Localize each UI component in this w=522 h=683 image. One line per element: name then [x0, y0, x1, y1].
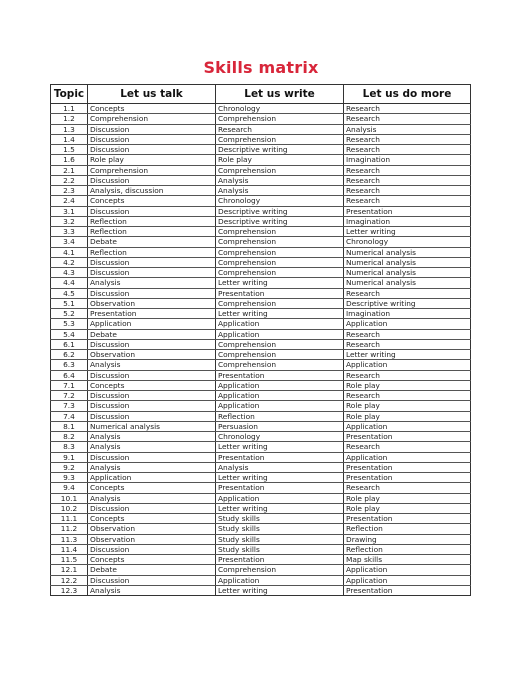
talk-cell: Reflection: [88, 216, 216, 226]
write-cell: Descriptive writing: [216, 206, 344, 216]
topic-cell: 3.4: [51, 237, 88, 247]
do-more-cell: Research: [344, 442, 471, 452]
talk-cell: Application: [88, 319, 216, 329]
write-cell: Comprehension: [216, 565, 344, 575]
write-cell: Letter writing: [216, 585, 344, 595]
table-row: [51, 145, 471, 155]
write-cell: Comprehension: [216, 339, 344, 349]
do-more-cell: Research: [344, 186, 471, 196]
talk-cell: Reflection: [88, 227, 216, 237]
topic-cell: 1.3: [51, 124, 88, 134]
talk-cell: Concepts: [88, 483, 216, 493]
do-more-cell: Imagination: [344, 216, 471, 226]
do-more-cell: Numerical analysis: [344, 278, 471, 288]
write-cell: Descriptive writing: [216, 145, 344, 155]
talk-cell: Role play: [88, 155, 216, 165]
write-cell: Letter writing: [216, 503, 344, 513]
write-cell: Comprehension: [216, 247, 344, 257]
write-cell: Comprehension: [216, 350, 344, 360]
table-row: [51, 575, 471, 585]
talk-cell: Discussion: [88, 134, 216, 144]
table-row: [51, 247, 471, 257]
table-row: [51, 186, 471, 196]
table-row: [51, 175, 471, 185]
table-row: [51, 503, 471, 513]
do-more-cell: Application: [344, 565, 471, 575]
topic-cell: 1.5: [51, 145, 88, 155]
table-row: [51, 401, 471, 411]
table-row: [51, 360, 471, 370]
topic-cell: 8.2: [51, 432, 88, 442]
topic-cell: 1.1: [51, 104, 88, 114]
write-cell: Chronology: [216, 432, 344, 442]
table-row: [51, 462, 471, 472]
topic-cell: 7.2: [51, 391, 88, 401]
table-row: [51, 309, 471, 319]
talk-cell: Comprehension: [88, 114, 216, 124]
table-header-row: [51, 85, 471, 104]
topic-cell: 9.1: [51, 452, 88, 462]
table-row: [51, 288, 471, 298]
write-cell: Research: [216, 124, 344, 134]
page-title: Skills matrix: [203, 58, 319, 77]
topic-cell: 11.5: [51, 555, 88, 565]
table-row: [51, 114, 471, 124]
write-cell: Analysis: [216, 175, 344, 185]
topic-cell: 1.2: [51, 114, 88, 124]
do-more-cell: Application: [344, 452, 471, 462]
do-more-cell: Research: [344, 196, 471, 206]
do-more-cell: Letter writing: [344, 350, 471, 360]
write-cell: Comprehension: [216, 134, 344, 144]
table-row: [51, 298, 471, 308]
write-cell: Analysis: [216, 462, 344, 472]
talk-cell: Presentation: [88, 309, 216, 319]
table-row: [51, 350, 471, 360]
topic-cell: 5.3: [51, 319, 88, 329]
do-more-cell: Research: [344, 370, 471, 380]
talk-cell: Discussion: [88, 206, 216, 216]
write-cell: Letter writing: [216, 278, 344, 288]
do-more-cell: Presentation: [344, 206, 471, 216]
talk-cell: Analysis: [88, 442, 216, 452]
topic-cell: 11.1: [51, 514, 88, 524]
write-cell: Letter writing: [216, 442, 344, 452]
table-row: [51, 124, 471, 134]
talk-cell: Observation: [88, 524, 216, 534]
do-more-cell: Descriptive writing: [344, 298, 471, 308]
topic-cell: 9.2: [51, 462, 88, 472]
topic-cell: 4.3: [51, 268, 88, 278]
talk-cell: Concepts: [88, 104, 216, 114]
topic-cell: 3.3: [51, 227, 88, 237]
table-row: [51, 391, 471, 401]
talk-cell: Discussion: [88, 544, 216, 554]
write-cell: Comprehension: [216, 237, 344, 247]
topic-cell: 12.2: [51, 575, 88, 585]
write-cell: Application: [216, 575, 344, 585]
do-more-cell: Application: [344, 319, 471, 329]
table-row: [51, 329, 471, 339]
write-cell: Comprehension: [216, 227, 344, 237]
topic-cell: 7.3: [51, 401, 88, 411]
topic-cell: 11.4: [51, 544, 88, 554]
do-more-cell: Numerical analysis: [344, 257, 471, 267]
topic-cell: 7.1: [51, 380, 88, 390]
table-row: [51, 227, 471, 237]
talk-cell: Comprehension: [88, 165, 216, 175]
table-row: [51, 370, 471, 380]
write-cell: Application: [216, 401, 344, 411]
do-more-cell: Numerical analysis: [344, 247, 471, 257]
table-row: [51, 155, 471, 165]
write-cell: Study skills: [216, 514, 344, 524]
do-more-cell: Numerical analysis: [344, 268, 471, 278]
write-cell: Role play: [216, 155, 344, 165]
topic-cell: 6.2: [51, 350, 88, 360]
table-row: [51, 380, 471, 390]
skills-matrix-table: [50, 84, 471, 596]
topic-cell: 5.2: [51, 309, 88, 319]
topic-cell: 2.4: [51, 196, 88, 206]
do-more-cell: Research: [344, 114, 471, 124]
table-row: [51, 104, 471, 114]
table-row: [51, 319, 471, 329]
write-cell: Comprehension: [216, 268, 344, 278]
table-row: [51, 493, 471, 503]
talk-cell: Concepts: [88, 196, 216, 206]
talk-cell: Discussion: [88, 288, 216, 298]
topic-cell: 6.3: [51, 360, 88, 370]
header-let-us-write: Let us write: [216, 85, 344, 104]
topic-cell: 4.1: [51, 247, 88, 257]
do-more-cell: Presentation: [344, 462, 471, 472]
talk-cell: Discussion: [88, 145, 216, 155]
table-row: [51, 421, 471, 431]
topic-cell: 5.1: [51, 298, 88, 308]
write-cell: Presentation: [216, 370, 344, 380]
talk-cell: Discussion: [88, 575, 216, 585]
table-row: [51, 585, 471, 595]
write-cell: Presentation: [216, 452, 344, 462]
talk-cell: Observation: [88, 350, 216, 360]
topic-cell: 1.4: [51, 134, 88, 144]
table-row: [51, 534, 471, 544]
topic-cell: 12.1: [51, 565, 88, 575]
topic-cell: 8.3: [51, 442, 88, 452]
table-row: [51, 278, 471, 288]
table-row: [51, 432, 471, 442]
do-more-cell: Reflection: [344, 544, 471, 554]
talk-cell: Analysis: [88, 585, 216, 595]
topic-cell: 1.6: [51, 155, 88, 165]
do-more-cell: Chronology: [344, 237, 471, 247]
talk-cell: Analysis: [88, 462, 216, 472]
topic-cell: 5.4: [51, 329, 88, 339]
write-cell: Comprehension: [216, 114, 344, 124]
header-let-us-do-more: Let us do more: [344, 85, 471, 104]
write-cell: Application: [216, 319, 344, 329]
do-more-cell: Research: [344, 165, 471, 175]
do-more-cell: Research: [344, 391, 471, 401]
write-cell: Letter writing: [216, 473, 344, 483]
write-cell: Descriptive writing: [216, 216, 344, 226]
talk-cell: Application: [88, 473, 216, 483]
talk-cell: Discussion: [88, 268, 216, 278]
talk-cell: Debate: [88, 237, 216, 247]
topic-cell: 7.4: [51, 411, 88, 421]
table-row: [51, 442, 471, 452]
talk-cell: Discussion: [88, 452, 216, 462]
header-topic: Topic: [51, 85, 88, 104]
write-cell: Chronology: [216, 104, 344, 114]
topic-cell: 2.1: [51, 165, 88, 175]
table-row: [51, 473, 471, 483]
topic-cell: 3.1: [51, 206, 88, 216]
talk-cell: Observation: [88, 534, 216, 544]
topic-cell: 4.4: [51, 278, 88, 288]
do-more-cell: Research: [344, 483, 471, 493]
do-more-cell: Research: [344, 329, 471, 339]
talk-cell: Concepts: [88, 555, 216, 565]
topic-cell: 3.2: [51, 216, 88, 226]
do-more-cell: Presentation: [344, 473, 471, 483]
write-cell: Application: [216, 380, 344, 390]
table-row: [51, 555, 471, 565]
talk-cell: Discussion: [88, 124, 216, 134]
table-row: [51, 524, 471, 534]
write-cell: Comprehension: [216, 298, 344, 308]
do-more-cell: Drawing: [344, 534, 471, 544]
talk-cell: Discussion: [88, 391, 216, 401]
do-more-cell: Role play: [344, 380, 471, 390]
write-cell: Study skills: [216, 534, 344, 544]
do-more-cell: Role play: [344, 503, 471, 513]
write-cell: Presentation: [216, 555, 344, 565]
topic-cell: 6.1: [51, 339, 88, 349]
write-cell: Comprehension: [216, 360, 344, 370]
write-cell: Presentation: [216, 483, 344, 493]
talk-cell: Analysis, discussion: [88, 186, 216, 196]
table-row: [51, 134, 471, 144]
write-cell: Study skills: [216, 544, 344, 554]
table-row: [51, 483, 471, 493]
talk-cell: Analysis: [88, 360, 216, 370]
write-cell: Study skills: [216, 524, 344, 534]
talk-cell: Discussion: [88, 175, 216, 185]
do-more-cell: Role play: [344, 411, 471, 421]
do-more-cell: Imagination: [344, 309, 471, 319]
talk-cell: Debate: [88, 329, 216, 339]
do-more-cell: Research: [344, 288, 471, 298]
topic-cell: 11.3: [51, 534, 88, 544]
table-row: [51, 206, 471, 216]
talk-cell: Discussion: [88, 257, 216, 267]
talk-cell: Analysis: [88, 493, 216, 503]
do-more-cell: Application: [344, 575, 471, 585]
do-more-cell: Research: [344, 134, 471, 144]
talk-cell: Numerical analysis: [88, 421, 216, 431]
topic-cell: 10.1: [51, 493, 88, 503]
topic-cell: 9.4: [51, 483, 88, 493]
topic-cell: 6.4: [51, 370, 88, 380]
write-cell: Application: [216, 493, 344, 503]
table-row: [51, 196, 471, 206]
table-row: [51, 257, 471, 267]
talk-cell: Concepts: [88, 380, 216, 390]
table-row: [51, 514, 471, 524]
do-more-cell: Map skills: [344, 555, 471, 565]
table-row: [51, 544, 471, 554]
do-more-cell: Role play: [344, 493, 471, 503]
talk-cell: Reflection: [88, 247, 216, 257]
table-row: [51, 165, 471, 175]
write-cell: Letter writing: [216, 309, 344, 319]
table-row: [51, 216, 471, 226]
topic-cell: 11.2: [51, 524, 88, 534]
do-more-cell: Letter writing: [344, 227, 471, 237]
write-cell: Application: [216, 329, 344, 339]
talk-cell: Discussion: [88, 401, 216, 411]
do-more-cell: Research: [344, 175, 471, 185]
table-row: [51, 237, 471, 247]
write-cell: Presentation: [216, 288, 344, 298]
talk-cell: Concepts: [88, 514, 216, 524]
do-more-cell: Research: [344, 104, 471, 114]
do-more-cell: Research: [344, 339, 471, 349]
write-cell: Chronology: [216, 196, 344, 206]
do-more-cell: Role play: [344, 401, 471, 411]
topic-cell: 2.3: [51, 186, 88, 196]
write-cell: Comprehension: [216, 165, 344, 175]
table-row: [51, 268, 471, 278]
talk-cell: Analysis: [88, 278, 216, 288]
write-cell: Application: [216, 391, 344, 401]
table-row: [51, 452, 471, 462]
talk-cell: Debate: [88, 565, 216, 575]
do-more-cell: Imagination: [344, 155, 471, 165]
talk-cell: Discussion: [88, 503, 216, 513]
write-cell: Reflection: [216, 411, 344, 421]
table-row: [51, 565, 471, 575]
talk-cell: Discussion: [88, 411, 216, 421]
do-more-cell: Reflection: [344, 524, 471, 534]
topic-cell: 9.3: [51, 473, 88, 483]
topic-cell: 4.2: [51, 257, 88, 267]
topic-cell: 10.2: [51, 503, 88, 513]
table-row: [51, 339, 471, 349]
talk-cell: Discussion: [88, 370, 216, 380]
topic-cell: 4.5: [51, 288, 88, 298]
do-more-cell: Application: [344, 421, 471, 431]
topic-cell: 12.3: [51, 585, 88, 595]
do-more-cell: Application: [344, 360, 471, 370]
talk-cell: Discussion: [88, 339, 216, 349]
do-more-cell: Research: [344, 145, 471, 155]
talk-cell: Observation: [88, 298, 216, 308]
talk-cell: Analysis: [88, 432, 216, 442]
do-more-cell: Presentation: [344, 432, 471, 442]
table-body: [51, 104, 471, 596]
write-cell: Comprehension: [216, 257, 344, 267]
table-row: [51, 411, 471, 421]
do-more-cell: Presentation: [344, 514, 471, 524]
do-more-cell: Presentation: [344, 585, 471, 595]
write-cell: Analysis: [216, 186, 344, 196]
do-more-cell: Analysis: [344, 124, 471, 134]
write-cell: Persuasion: [216, 421, 344, 431]
topic-cell: 2.2: [51, 175, 88, 185]
header-let-us-talk: Let us talk: [88, 85, 216, 104]
topic-cell: 8.1: [51, 421, 88, 431]
